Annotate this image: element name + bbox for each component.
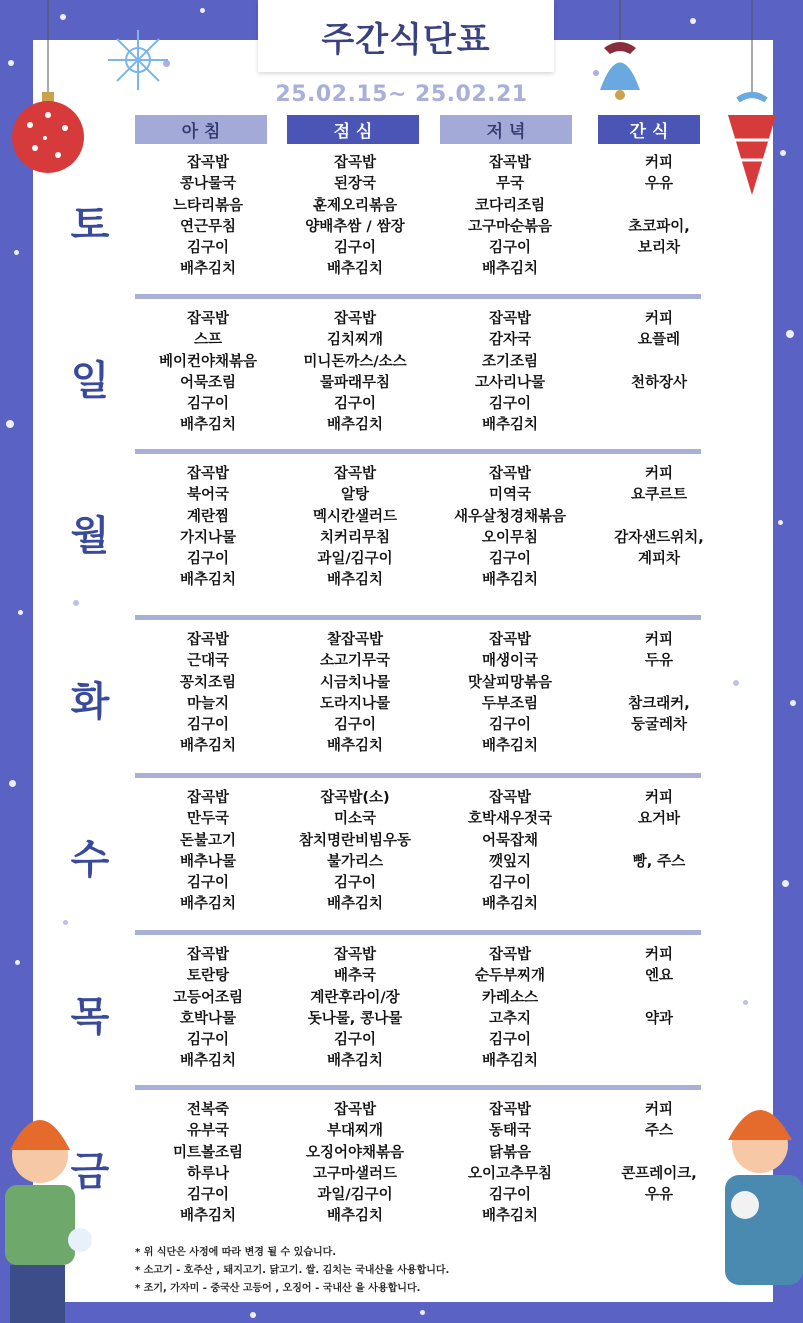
menu-item: 근대국 — [186, 653, 230, 670]
bow-icon — [604, 42, 636, 54]
snack-menu-sun — [574, 309, 744, 437]
menu-item: 카레소스 — [481, 989, 539, 1006]
menu-item: 마늘지 — [186, 695, 230, 712]
menu-item: 참크래커, — [628, 695, 690, 712]
menu-item — [574, 196, 744, 217]
menu-item: 배추김치 — [326, 572, 384, 589]
menu-item: 배추국 — [333, 968, 377, 985]
menu-item: 감자샌드위치, — [614, 529, 704, 546]
menu-item: 잡곡밥 — [186, 947, 230, 963]
menu-item: 김구이 — [488, 1032, 532, 1049]
menu-item: 엔요 — [644, 968, 673, 985]
menu-item: 양배추쌈 / 쌈장 — [305, 218, 405, 235]
menu-item: 돗나물, 콩나물 — [307, 1010, 403, 1027]
menu-item: 콘프레이크, — [621, 1165, 697, 1182]
day-label-sun: 일 — [70, 358, 110, 404]
menu-item: 전복죽 — [186, 1102, 230, 1118]
menu-item: 빵, 주스 — [632, 853, 686, 870]
menu-item: 배추김치 — [326, 1053, 384, 1070]
menu-item: 둥굴레차 — [630, 717, 688, 734]
snack-menu-fri — [574, 1100, 744, 1228]
menu-item: 김구이 — [333, 717, 377, 734]
header-lunch: 점 심 — [287, 115, 419, 144]
menu-item: 계란찜 — [186, 508, 230, 525]
menu-item: 보리차 — [637, 240, 681, 257]
footnote: * 소고기 - 호주산 , 돼지고기. 닭고기. 쌀. 김치는 국내산을 사용합니다. — [135, 1265, 450, 1276]
header-breakfast: 아 침 — [135, 115, 267, 144]
menu-item: 잡곡밥 — [488, 155, 532, 171]
menu-item: 배추김치 — [481, 1208, 539, 1225]
menu-item: 멕시칸샐러드 — [312, 508, 398, 525]
row-divider — [135, 1085, 701, 1090]
menu-item: 요플레 — [637, 332, 681, 349]
menu-item — [574, 1143, 744, 1164]
menu-item: 김구이 — [333, 396, 377, 413]
menu-item: 두유 — [644, 653, 673, 670]
menu-item: 도라지나물 — [319, 695, 391, 712]
menu-item: 새우살청경채볶음 — [453, 508, 567, 525]
menu-item: 잡곡밥 — [488, 790, 532, 806]
menu-item: 잡곡밥 — [488, 1102, 532, 1118]
menu-item: 김구이 — [488, 396, 532, 413]
menu-item: 맛살피망볶음 — [467, 674, 553, 691]
dinner-menu-sun — [425, 309, 595, 437]
menu-item: 고추지 — [488, 1010, 532, 1027]
footnote: * 조기, 가자미 - 중국산 고등어 , 오징어 - 국내산 을 사용합니다. — [135, 1283, 421, 1294]
menu-item: 김구이 — [186, 1187, 230, 1204]
menu-item: 잡곡밥 — [186, 466, 230, 482]
menu-item: 시금치나물 — [319, 674, 391, 691]
menu-item: 토란탕 — [186, 968, 230, 985]
menu-item: 베이컨야채볶음 — [158, 353, 258, 370]
snack-menu-thu — [574, 945, 744, 1073]
breakfast-menu-thu — [123, 945, 293, 1073]
menu-item: 배추김치 — [326, 738, 384, 755]
menu-item: 배추김치 — [179, 261, 237, 278]
menu-item: 배추김치 — [481, 261, 539, 278]
menu-item: 조기조림 — [481, 353, 539, 370]
menu-item: 커피 — [644, 947, 673, 963]
dinner-menu-tue — [425, 630, 595, 758]
menu-item: 배추김치 — [326, 417, 384, 434]
menu-item: 불가리스 — [326, 853, 384, 870]
menu-item: 호박나물 — [179, 1010, 237, 1027]
menu-item — [574, 831, 744, 852]
menu-item: 호박새우젓국 — [467, 811, 553, 828]
menu-item: 커피 — [644, 1102, 673, 1118]
menu-item: 잡곡밥(소) — [320, 790, 390, 806]
footnotes — [135, 1244, 449, 1298]
breakfast-menu-sun — [123, 309, 293, 437]
menu-item: 느타리볶음 — [172, 197, 244, 214]
menu-item: 배추김치 — [481, 1053, 539, 1070]
menu-item: 잡곡밥 — [488, 466, 532, 482]
menu-item: 배추김치 — [179, 1208, 237, 1225]
snack-menu-mon — [574, 464, 744, 592]
menu-item: 잡곡밥 — [333, 1102, 377, 1118]
menu-item: 김구이 — [333, 875, 377, 892]
menu-item: 동태국 — [488, 1123, 532, 1140]
menu-item: 잡곡밥 — [333, 466, 377, 482]
menu-item: 찰잡곡밥 — [326, 632, 384, 648]
day-label-fri: 금 — [70, 1149, 110, 1195]
menu-item — [574, 673, 744, 694]
menu-item: 김구이 — [186, 875, 230, 892]
menu-item: 배추김치 — [481, 417, 539, 434]
menu-item: 미트볼조림 — [172, 1144, 244, 1161]
menu-item: 꽁치조림 — [179, 674, 237, 691]
menu-item: 잡곡밥 — [488, 947, 532, 963]
menu-item — [574, 352, 744, 373]
snack-menu-wed — [574, 788, 744, 916]
menu-item: 천하장사 — [630, 374, 688, 391]
menu-item: 잡곡밥 — [333, 947, 377, 963]
row-divider — [135, 930, 701, 935]
menu-item: 배추김치 — [481, 572, 539, 589]
menu-item: 김구이 — [488, 551, 532, 568]
menu-item — [574, 1206, 744, 1227]
menu-item: 배추김치 — [481, 738, 539, 755]
menu-item: 배추김치 — [481, 896, 539, 913]
menu-item: 참치명란비빔우동 — [298, 832, 412, 849]
menu-item: 배추김치 — [326, 261, 384, 278]
menu-item: 배추나물 — [179, 853, 237, 870]
menu-item: 잡곡밥 — [488, 632, 532, 648]
menu-item: 잡곡밥 — [186, 790, 230, 806]
menu-item: 스프 — [193, 332, 222, 349]
menu-item — [574, 1051, 744, 1072]
menu-item: 배추김치 — [179, 738, 237, 755]
menu-item: 미역국 — [488, 487, 532, 504]
menu-item: 우유 — [644, 1187, 673, 1204]
menu-item: 김구이 — [186, 717, 230, 734]
menu-item: 김구이 — [186, 1032, 230, 1049]
menu-item: 계피차 — [637, 551, 681, 568]
date-range: 25.02.15~ 25.02.21 — [275, 82, 528, 107]
breakfast-menu-fri — [123, 1100, 293, 1228]
menu-item: 과일/김구이 — [317, 551, 393, 568]
menu-item: 두부조림 — [481, 695, 539, 712]
menu-item — [574, 873, 744, 894]
row-divider — [135, 294, 701, 299]
menu-item: 커피 — [644, 632, 673, 648]
footnote: * 위 식단은 사정에 따라 변경 될 수 있습니다. — [135, 1247, 337, 1258]
menu-item — [574, 988, 744, 1009]
snack-menu-tue — [574, 630, 744, 758]
menu-item: 배추김치 — [326, 1208, 384, 1225]
day-label-mon: 월 — [70, 513, 110, 559]
menu-item: 김구이 — [186, 240, 230, 257]
row-divider — [135, 773, 701, 778]
dinner-menu-mon — [425, 464, 595, 592]
menu-item: 초코파이, — [628, 218, 690, 235]
menu-item: 가지나물 — [179, 529, 237, 546]
menu-item: 알탕 — [340, 487, 369, 504]
day-label-thu: 목 — [70, 994, 110, 1040]
menu-item: 오이고추무침 — [467, 1165, 553, 1182]
menu-item: 물파래무침 — [319, 374, 391, 391]
dinner-menu-fri — [425, 1100, 595, 1228]
menu-item: 순두부찌개 — [474, 968, 546, 985]
menu-item: 잡곡밥 — [186, 311, 230, 327]
menu-item: 감자국 — [488, 332, 532, 349]
lunch-menu-thu — [270, 945, 440, 1073]
menu-item: 닭볶음 — [488, 1144, 532, 1161]
menu-item: 우유 — [644, 176, 673, 193]
menu-item: 고구마순볶음 — [467, 218, 553, 235]
menu-item: 어묵조림 — [179, 374, 237, 391]
row-divider — [135, 615, 701, 620]
menu-item: 코다리조림 — [474, 197, 546, 214]
menu-item: 치커리무침 — [319, 529, 391, 546]
menu-item: 미소국 — [333, 811, 377, 828]
menu-item — [574, 507, 744, 528]
menu-item: 잡곡밥 — [186, 155, 230, 171]
menu-item: 과일/김구이 — [317, 1187, 393, 1204]
menu-item: 요거바 — [637, 811, 681, 828]
lunch-menu-wed — [270, 788, 440, 916]
menu-item — [574, 259, 744, 280]
menu-item: 유부국 — [186, 1123, 230, 1140]
row-divider — [135, 449, 701, 454]
menu-item: 깻잎지 — [488, 853, 532, 870]
menu-item — [574, 736, 744, 757]
breakfast-menu-tue — [123, 630, 293, 758]
menu-item: 배추김치 — [326, 896, 384, 913]
menu-item: 계란후라이/장 — [310, 989, 400, 1006]
breakfast-menu-wed — [123, 788, 293, 916]
menu-item — [574, 570, 744, 591]
menu-item: 배추김치 — [179, 1053, 237, 1070]
menu-item: 소고기무국 — [319, 653, 391, 670]
menu-item — [574, 415, 744, 436]
lunch-menu-tue — [270, 630, 440, 758]
menu-item: 배추김치 — [179, 417, 237, 434]
menu-item: 부대찌개 — [326, 1123, 384, 1140]
menu-item — [574, 894, 744, 915]
menu-item: 커피 — [644, 155, 673, 171]
menu-item: 오징어야채볶음 — [305, 1144, 405, 1161]
breakfast-menu-mon — [123, 464, 293, 592]
dinner-menu-wed — [425, 788, 595, 916]
menu-item: 잡곡밥 — [333, 155, 377, 171]
dinner-menu-thu — [425, 945, 595, 1073]
menu-item: 어묵잡채 — [481, 832, 539, 849]
menu-item: 김구이 — [488, 240, 532, 257]
menu-item: 배추김치 — [179, 572, 237, 589]
red-ornament-icon — [12, 101, 84, 173]
menu-item: 김구이 — [488, 875, 532, 892]
menu-item: 고사리나물 — [474, 374, 546, 391]
menu-item: 잡곡밥 — [333, 311, 377, 327]
lunch-menu-mon — [270, 464, 440, 592]
menu-item: 무국 — [495, 176, 524, 193]
menu-item — [574, 394, 744, 415]
page-title: 주간식단표 — [321, 19, 491, 60]
menu-item: 커피 — [644, 466, 673, 482]
breakfast-menu-sat — [123, 153, 293, 281]
menu-item: 커피 — [644, 311, 673, 327]
menu-item: 커피 — [644, 790, 673, 806]
snowflake-icon — [108, 30, 168, 90]
menu-item: 만두국 — [186, 811, 230, 828]
menu-item: 약과 — [644, 1010, 673, 1027]
menu-item: 김구이 — [186, 551, 230, 568]
menu-item: 고등어조림 — [172, 989, 244, 1006]
menu-item: 배추김치 — [179, 896, 237, 913]
menu-item: 매생이국 — [481, 653, 539, 670]
lunch-menu-sat — [270, 153, 440, 281]
menu-item: 김구이 — [186, 396, 230, 413]
menu-item: 돈불고기 — [179, 832, 237, 849]
menu-item: 오이무침 — [481, 529, 539, 546]
day-label-wed: 수 — [70, 837, 110, 883]
lunch-menu-fri — [270, 1100, 440, 1228]
menu-item: 김구이 — [333, 1032, 377, 1049]
day-label-tue: 화 — [70, 679, 110, 725]
header-snack: 간 식 — [598, 115, 700, 144]
menu-item: 하루나 — [186, 1165, 230, 1182]
menu-item: 잡곡밥 — [186, 632, 230, 648]
menu-item: 된장국 — [333, 176, 377, 193]
menu-item — [574, 1030, 744, 1051]
menu-item: 연근무침 — [179, 218, 237, 235]
menu-item: 고구마샐러드 — [312, 1165, 398, 1182]
day-label-sat: 토 — [70, 202, 110, 248]
title-box — [258, 0, 554, 72]
menu-item: 콩나물국 — [179, 176, 237, 193]
menu-item: 주스 — [644, 1123, 673, 1140]
menu-item: 김구이 — [333, 240, 377, 257]
header-dinner: 저 녁 — [440, 115, 572, 144]
lunch-menu-sun — [270, 309, 440, 437]
menu-item: 미니돈까스/소스 — [303, 353, 407, 370]
snack-menu-sat — [574, 153, 744, 281]
menu-item: 김구이 — [488, 1187, 532, 1204]
menu-item: 김구이 — [488, 717, 532, 734]
menu-item: 잡곡밥 — [488, 311, 532, 327]
menu-item: 김치찌개 — [326, 332, 384, 349]
dinner-menu-sat — [425, 153, 595, 281]
menu-item: 훈제오리볶음 — [312, 197, 398, 214]
menu-item: 요쿠르트 — [630, 487, 688, 504]
menu-item: 북어국 — [186, 487, 230, 504]
